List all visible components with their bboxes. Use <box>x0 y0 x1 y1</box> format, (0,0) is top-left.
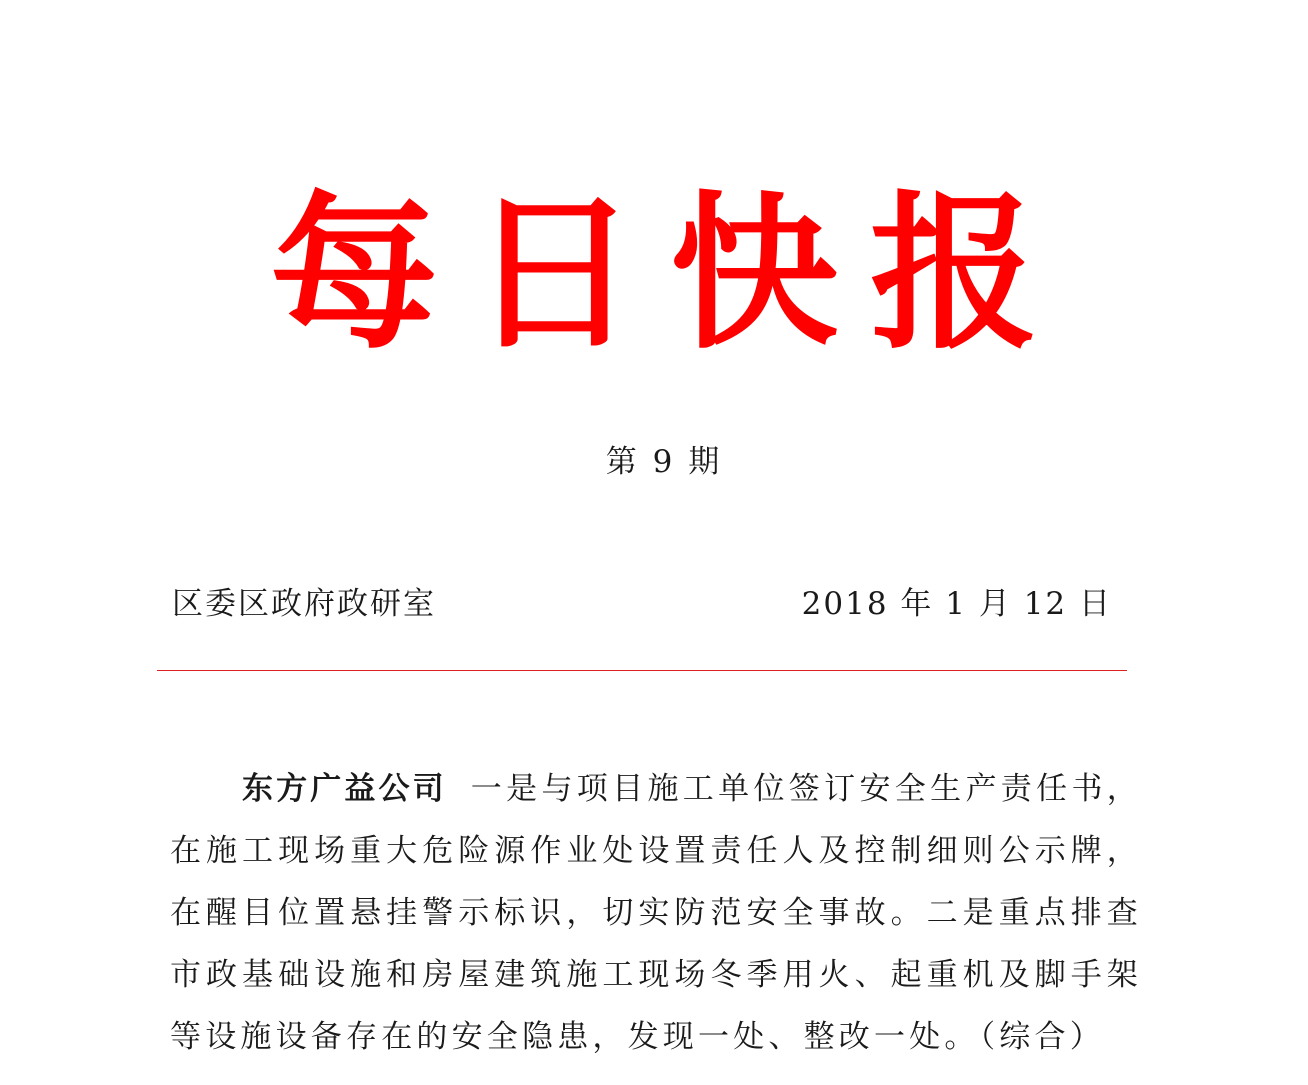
meta-row <box>172 578 1112 622</box>
issuing-office: 区委区政府政研室 <box>172 586 436 622</box>
masthead-char-4: 报 <box>870 174 1038 372</box>
masthead <box>0 174 1308 372</box>
article-text: 一是与项目施工单位签订安全生产责任书，在施工现场重大危险源作业处设置责任人及控制细则公示牌，在醒目位置悬挂警示标识，切实防范安全事故。二是重点排查市政基础设施和房屋建筑施工现场冬季用火、起重机及脚手架等设施设备存在的安全隐患，发现一处、整改一处。（综合） <box>170 771 1142 1055</box>
issue-date: 2018 年 1 月 12 日 <box>801 586 1112 622</box>
masthead-char-2: 日 <box>470 174 638 372</box>
masthead-char-3: 快 <box>670 174 838 372</box>
red-divider <box>157 670 1127 671</box>
article-lead: 东方广益公司 <box>242 771 447 807</box>
issue-number: 第 9 期 <box>605 444 723 480</box>
masthead-char-1: 每 <box>270 174 438 372</box>
article-paragraph <box>170 758 1142 1068</box>
